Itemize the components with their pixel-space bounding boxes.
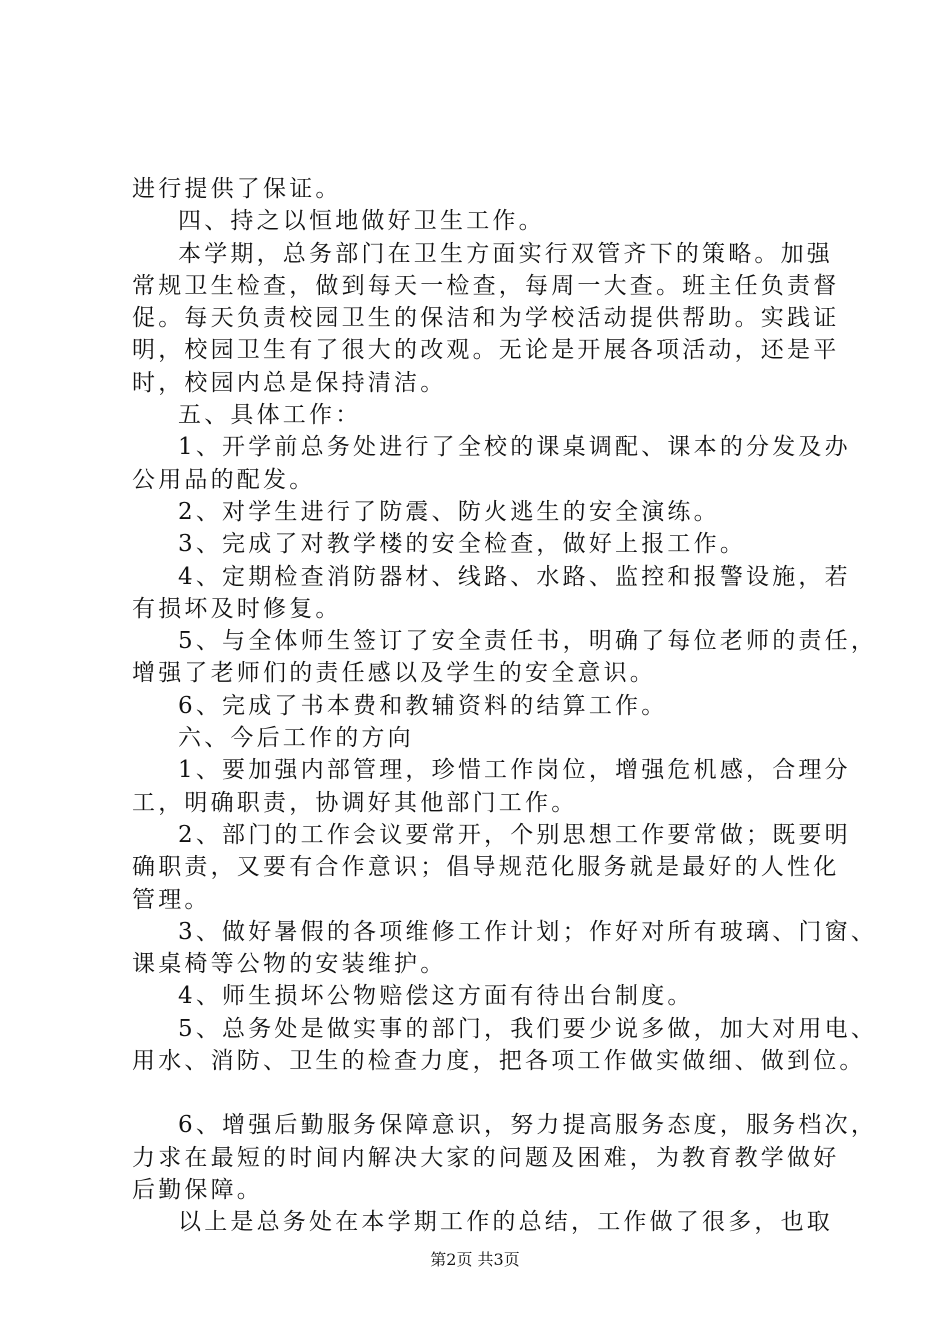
text-line: 以上是总务处在本学期工作的总结，工作做了很多，也取 <box>178 1209 833 1236</box>
text-line: 进行提供了保证。 <box>132 176 342 202</box>
text-line: 本学期，总务部门在卫生方面实行双管齐下的策略。加强 <box>178 240 833 267</box>
list-item: 5、与全体师生签订了安全责任书，明确了每位老师的责任， <box>178 628 878 655</box>
list-item: 5、总务处是做实事的部门，我们要少说多做，加大对用电、 <box>178 1015 878 1042</box>
text-line: 增强了老师们的责任感以及学生的安全意识。 <box>132 660 656 687</box>
page-number: 第2页 共3页 <box>430 1250 520 1269</box>
text-line: 课桌椅等公物的安装维护。 <box>132 951 447 978</box>
list-item: 4、师生损坏公物赔偿这方面有待出台制度。 <box>178 983 694 1010</box>
text-line: 公用品的配发。 <box>132 466 316 493</box>
text-line: 有损坏及时修复。 <box>132 595 342 622</box>
section-heading: 六、今后工作的方向 <box>178 725 414 752</box>
list-item: 3、完成了对教学楼的安全检查，做好上报工作。 <box>178 531 747 558</box>
list-item: 6、增强后勤服务保障意识，努力提高服务态度，服务档次， <box>178 1112 878 1139</box>
section-heading: 四、持之以恒地做好卫生工作。 <box>178 208 545 235</box>
list-item: 1、要加强内部管理，珍惜工作岗位，增强危机感，合理分 <box>178 757 851 784</box>
text-line: 力求在最短的时间内解决大家的问题及困难，为教育教学做好 <box>132 1144 840 1171</box>
text-line: 用水、消防、卫生的检查力度，把各项工作做实做细、做到位。 <box>132 1048 866 1075</box>
page-footer <box>0 1250 950 1270</box>
text-line: 工，明确职责，协调好其他部门工作。 <box>132 789 578 816</box>
document-body <box>132 173 878 1239</box>
text-line: 促。每天负责校园卫生的保洁和为学校活动提供帮助。实践证 <box>132 305 840 332</box>
text-line: 时，校园内总是保持清洁。 <box>132 369 447 396</box>
text-line: 后勤保障。 <box>132 1176 263 1203</box>
section-heading: 五、具体工作： <box>178 402 362 429</box>
list-item: 1、开学前总务处进行了全校的课桌调配、课本的分发及办 <box>178 434 851 461</box>
text-line: 明，校园卫生有了很大的改观。无论是开展各项活动，还是平 <box>132 337 840 364</box>
list-item: 2、对学生进行了防震、防火逃生的安全演练。 <box>178 498 720 525</box>
text-line: 确职责，又要有合作意识；倡导规范化服务就是最好的人性化 <box>132 854 840 881</box>
text-line: 管理。 <box>132 886 211 913</box>
list-item: 3、做好暑假的各项维修工作计划；作好对所有玻璃、门窗、 <box>178 918 878 945</box>
text-line: 常规卫生检查，做到每天一检查，每周一大查。班主任负责督 <box>132 272 840 299</box>
list-item: 4、定期检查消防器材、线路、水路、监控和报警设施，若 <box>178 563 851 590</box>
list-item: 6、完成了书本费和教辅资料的结算工作。 <box>178 692 668 719</box>
paragraph-gap <box>132 1077 852 1109</box>
list-item: 2、部门的工作会议要常开，个别思想工作要常做；既要明 <box>178 821 851 848</box>
